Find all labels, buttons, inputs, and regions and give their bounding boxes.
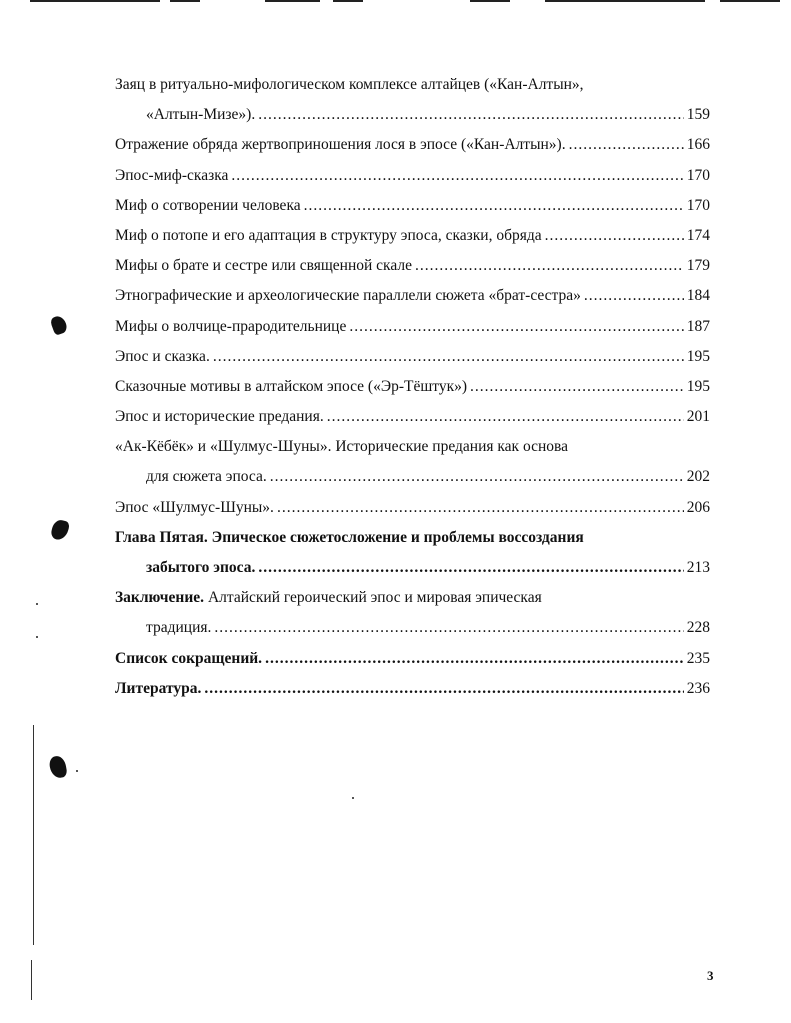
scan-edge-rule bbox=[545, 0, 705, 2]
toc-chapter-entry[interactable] bbox=[115, 523, 710, 583]
toc-page-number: 187 bbox=[686, 317, 710, 335]
leader-dots bbox=[258, 100, 684, 130]
leader-dots bbox=[304, 191, 684, 221]
scan-edge-line bbox=[31, 960, 32, 1000]
page-number: 3 bbox=[707, 968, 714, 983]
leader-dots bbox=[204, 674, 683, 704]
scan-edge-rule bbox=[30, 0, 160, 2]
toc-page-number: 201 bbox=[686, 408, 710, 426]
scan-speck bbox=[36, 603, 38, 605]
toc-entry-title: «Ак-Кёбёк» и «Шулмус-Шуны». Исторические предания как основа bbox=[115, 438, 569, 456]
toc-entry[interactable] bbox=[115, 674, 710, 704]
scan-speck bbox=[76, 770, 78, 772]
toc-page-number: 166 bbox=[686, 136, 710, 154]
leader-dots bbox=[214, 613, 683, 643]
toc-entry-title: Эпос-миф-сказка bbox=[115, 166, 229, 184]
scan-edge-rule bbox=[470, 0, 510, 2]
binding-hole-mark bbox=[48, 755, 68, 779]
toc-entry-title-cont: для сюжета эпоса. bbox=[146, 468, 267, 486]
scan-speck bbox=[352, 797, 354, 799]
scan-edge-rule bbox=[170, 0, 200, 2]
toc-entry[interactable] bbox=[115, 161, 710, 191]
leader-dots bbox=[270, 462, 684, 492]
toc-entry[interactable] bbox=[115, 402, 710, 432]
toc-entry-title: Миф о сотворении человека bbox=[115, 196, 301, 214]
toc-entry-title: Заяц в ритуально-мифологическом комплексе алтайцев («Кан-Алтын», bbox=[115, 76, 584, 93]
scan-speck bbox=[36, 636, 38, 638]
scan-edge-rule bbox=[333, 0, 363, 2]
binding-hole-mark bbox=[50, 518, 71, 541]
toc-entry[interactable] bbox=[115, 432, 710, 492]
leader-dots bbox=[584, 281, 684, 311]
toc-page-number: 159 bbox=[686, 106, 710, 124]
scan-edge-rule bbox=[720, 0, 780, 2]
toc-page-number: 195 bbox=[686, 347, 710, 365]
toc-page-number: 184 bbox=[686, 287, 710, 305]
toc-entry[interactable] bbox=[115, 251, 710, 281]
leader-dots bbox=[349, 312, 683, 342]
toc-page-number: 174 bbox=[686, 226, 710, 244]
toc-entry[interactable] bbox=[115, 221, 710, 251]
toc-entry-title-cont: забытого эпоса. bbox=[146, 559, 256, 576]
scan-edge-line bbox=[33, 725, 34, 945]
toc-entry-title: Эпос «Шулмус-Шуны». bbox=[115, 498, 274, 516]
scan-edge-rule bbox=[265, 0, 320, 2]
toc-page-number: 202 bbox=[686, 468, 710, 486]
toc-page-number: 213 bbox=[686, 559, 710, 576]
leader-dots bbox=[265, 644, 684, 674]
toc-page-number: 206 bbox=[686, 498, 710, 516]
toc-entry-title-cont: традиция. bbox=[146, 619, 212, 637]
table-of-contents bbox=[115, 70, 710, 704]
toc-entry[interactable] bbox=[115, 312, 710, 342]
toc-page-number: 179 bbox=[686, 257, 710, 275]
leader-dots bbox=[277, 493, 684, 523]
leader-dots bbox=[415, 251, 684, 281]
toc-entry-lead: Заключение. bbox=[115, 589, 205, 607]
toc-entry[interactable] bbox=[115, 342, 710, 372]
toc-entry-title: Отражение обряда жертвоприношения лося в эпосе («Кан-Алтын»). bbox=[115, 136, 566, 154]
toc-entry-title: Сказочные мотивы в алтайском эпосе («Эр-Тёштук») bbox=[115, 377, 468, 395]
toc-page-number: 236 bbox=[686, 679, 710, 697]
toc-page-number: 170 bbox=[686, 196, 710, 214]
toc-entry[interactable] bbox=[115, 644, 710, 674]
toc-entry-title-cont: «Алтын-Мизе»). bbox=[146, 106, 256, 124]
toc-entry-title: Миф о потопе и его адаптация в структуру эпоса, сказки, обряда bbox=[115, 226, 542, 244]
toc-entry[interactable] bbox=[115, 493, 710, 523]
toc-entry-title: Эпос и исторические предания. bbox=[115, 408, 324, 426]
leader-dots bbox=[231, 161, 683, 191]
leader-dots bbox=[545, 221, 684, 251]
toc-entry-title: Алтайский героический эпос и мировая эпическая bbox=[204, 589, 542, 607]
toc-entry[interactable] bbox=[115, 191, 710, 221]
toc-page-number: 228 bbox=[686, 619, 710, 637]
toc-entry-title: Литература. bbox=[115, 679, 202, 697]
toc-entry[interactable] bbox=[115, 583, 710, 643]
toc-entry-title: Этнографические и археологические параллели сюжета «брат-сестра» bbox=[115, 287, 581, 305]
toc-entry[interactable] bbox=[115, 372, 710, 402]
leader-dots bbox=[258, 553, 683, 583]
toc-entry-title: Глава Пятая. Эпическое сюжетосложение и проблемы воссоздания bbox=[115, 528, 584, 546]
leader-dots bbox=[213, 342, 684, 372]
leader-dots bbox=[569, 130, 684, 160]
toc-entry-title: Список сокращений. bbox=[115, 649, 263, 667]
toc-page-number: 195 bbox=[686, 377, 710, 395]
toc-entry-title: Мифы о волчице-прародительнице bbox=[115, 317, 347, 335]
leader-dots bbox=[327, 402, 684, 432]
toc-entry-title: Эпос и сказка. bbox=[115, 347, 210, 365]
toc-page-number: 235 bbox=[686, 649, 710, 667]
binding-hole-mark bbox=[49, 314, 68, 336]
leader-dots bbox=[470, 372, 684, 402]
toc-page-number: 170 bbox=[686, 166, 710, 184]
toc-entry[interactable] bbox=[115, 130, 710, 160]
toc-entry[interactable] bbox=[115, 281, 710, 311]
toc-entry-title: Мифы о брате и сестре или священной скале bbox=[115, 257, 412, 275]
toc-entry[interactable] bbox=[115, 70, 710, 130]
